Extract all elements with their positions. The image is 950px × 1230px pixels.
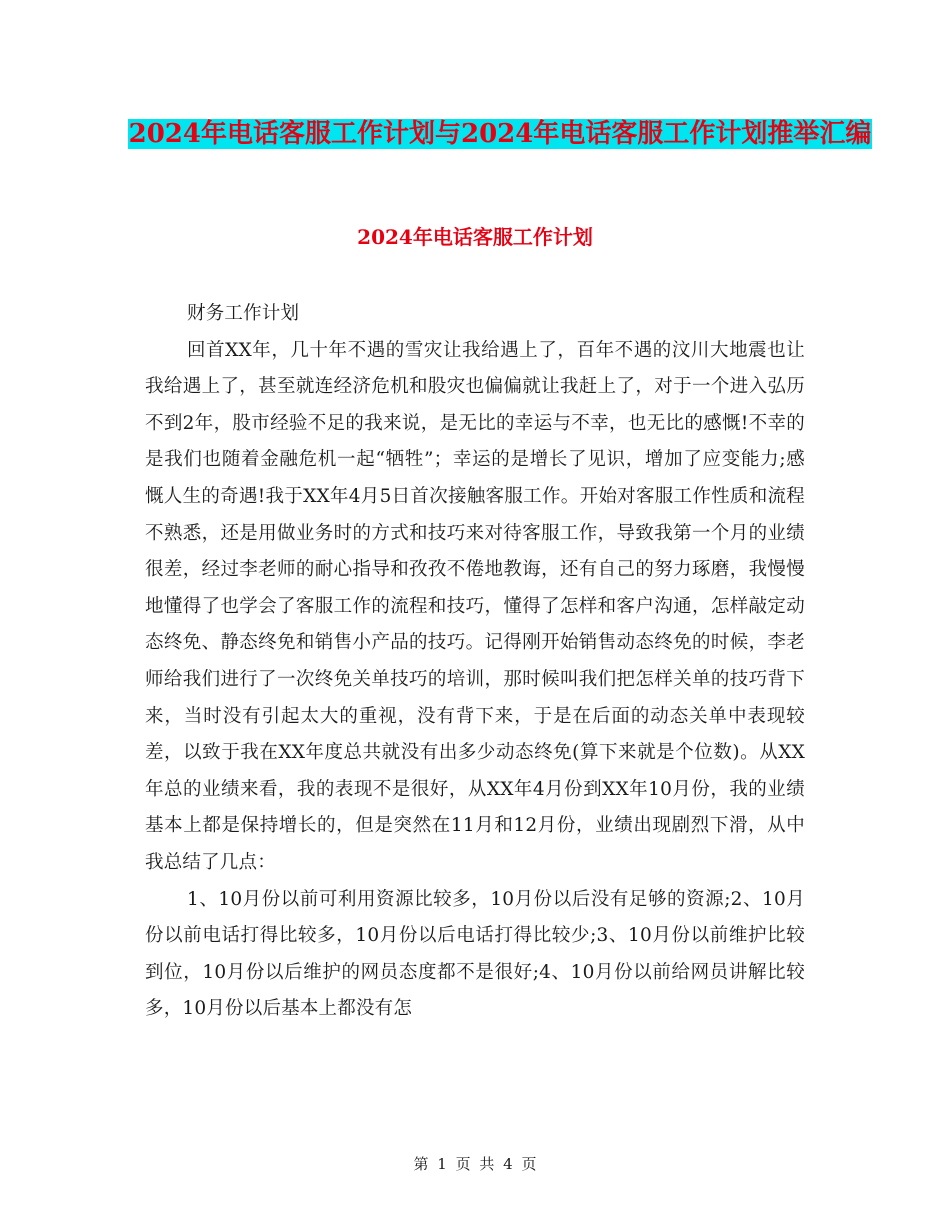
subheading: 财务工作计划 [187,303,300,324]
page-number-footer: 第 1 页 共 4 页 [413,1155,537,1173]
document-body [145,296,805,1028]
document-title-text: 2024年电话客服工作计划与2024年电话客服工作计划推举汇编 [128,119,872,149]
document-title [120,112,880,156]
section-title: 2024年电话客服工作计划 [357,225,593,249]
paragraph: 1、10月份以前可利用资源比较多，10月份以后没有足够的资源;2、10月份以前电话打得比较多，10月份以后电话打得比较少;3、10月份以前维护比较到位，10月份以后维护的网员态度都不是很好;4、10月份以前给网员讲解比较多，10月份以后基本上都没有怎 [145,888,805,1020]
paragraph: 回首XX年，几十年不遇的雪灾让我给遇上了，百年不遇的汶川大地震也让我给遇上了，甚至就连经济危机和股灾也偏偏就让我赶上了，对于一个进入弘历不到2年，股市经验不足的我来说，是无比的幸运与不幸，也无比的感慨!不幸的是我们也随着金融危机一起“牺牲”；幸运的是增长了见识，增加了应变能力;感慨人生的奇遇!我于XX年4月5日首次接触客服工作。开始对客服工作性质和流程不熟悉，还是用做业务时的方式和技巧来对待客服工作，导致我第一个月的业绩很差，经过李老师的耐心指导和孜孜不倦地教诲，还有自己的努力琢磨，我慢慢地懂得了也学会了客服工作的流程和技巧，懂得了怎样和客户沟通，怎样敲定动态终免、静态终免和销售小产品的技巧。记得刚开始销售动态终免的时候，李老师给我们进行了一次终免关单技巧的培训，那时候叫我们把怎样关单的技巧背下来，当时没有引起太大的重视，没有背下来，于是在后面的动态关单中表现较差，以致于我在XX年度总共就没有出多少动态终免(算下来就是个位数)。从XX年总的业绩来看，我的表现不是很好，从XX年4月份到XX年10月份，我的业绩基本上都是保持增长的，但是突然在11月和12月份，业绩出现剧烈下滑，从中我总结了几点： [145,339,805,873]
